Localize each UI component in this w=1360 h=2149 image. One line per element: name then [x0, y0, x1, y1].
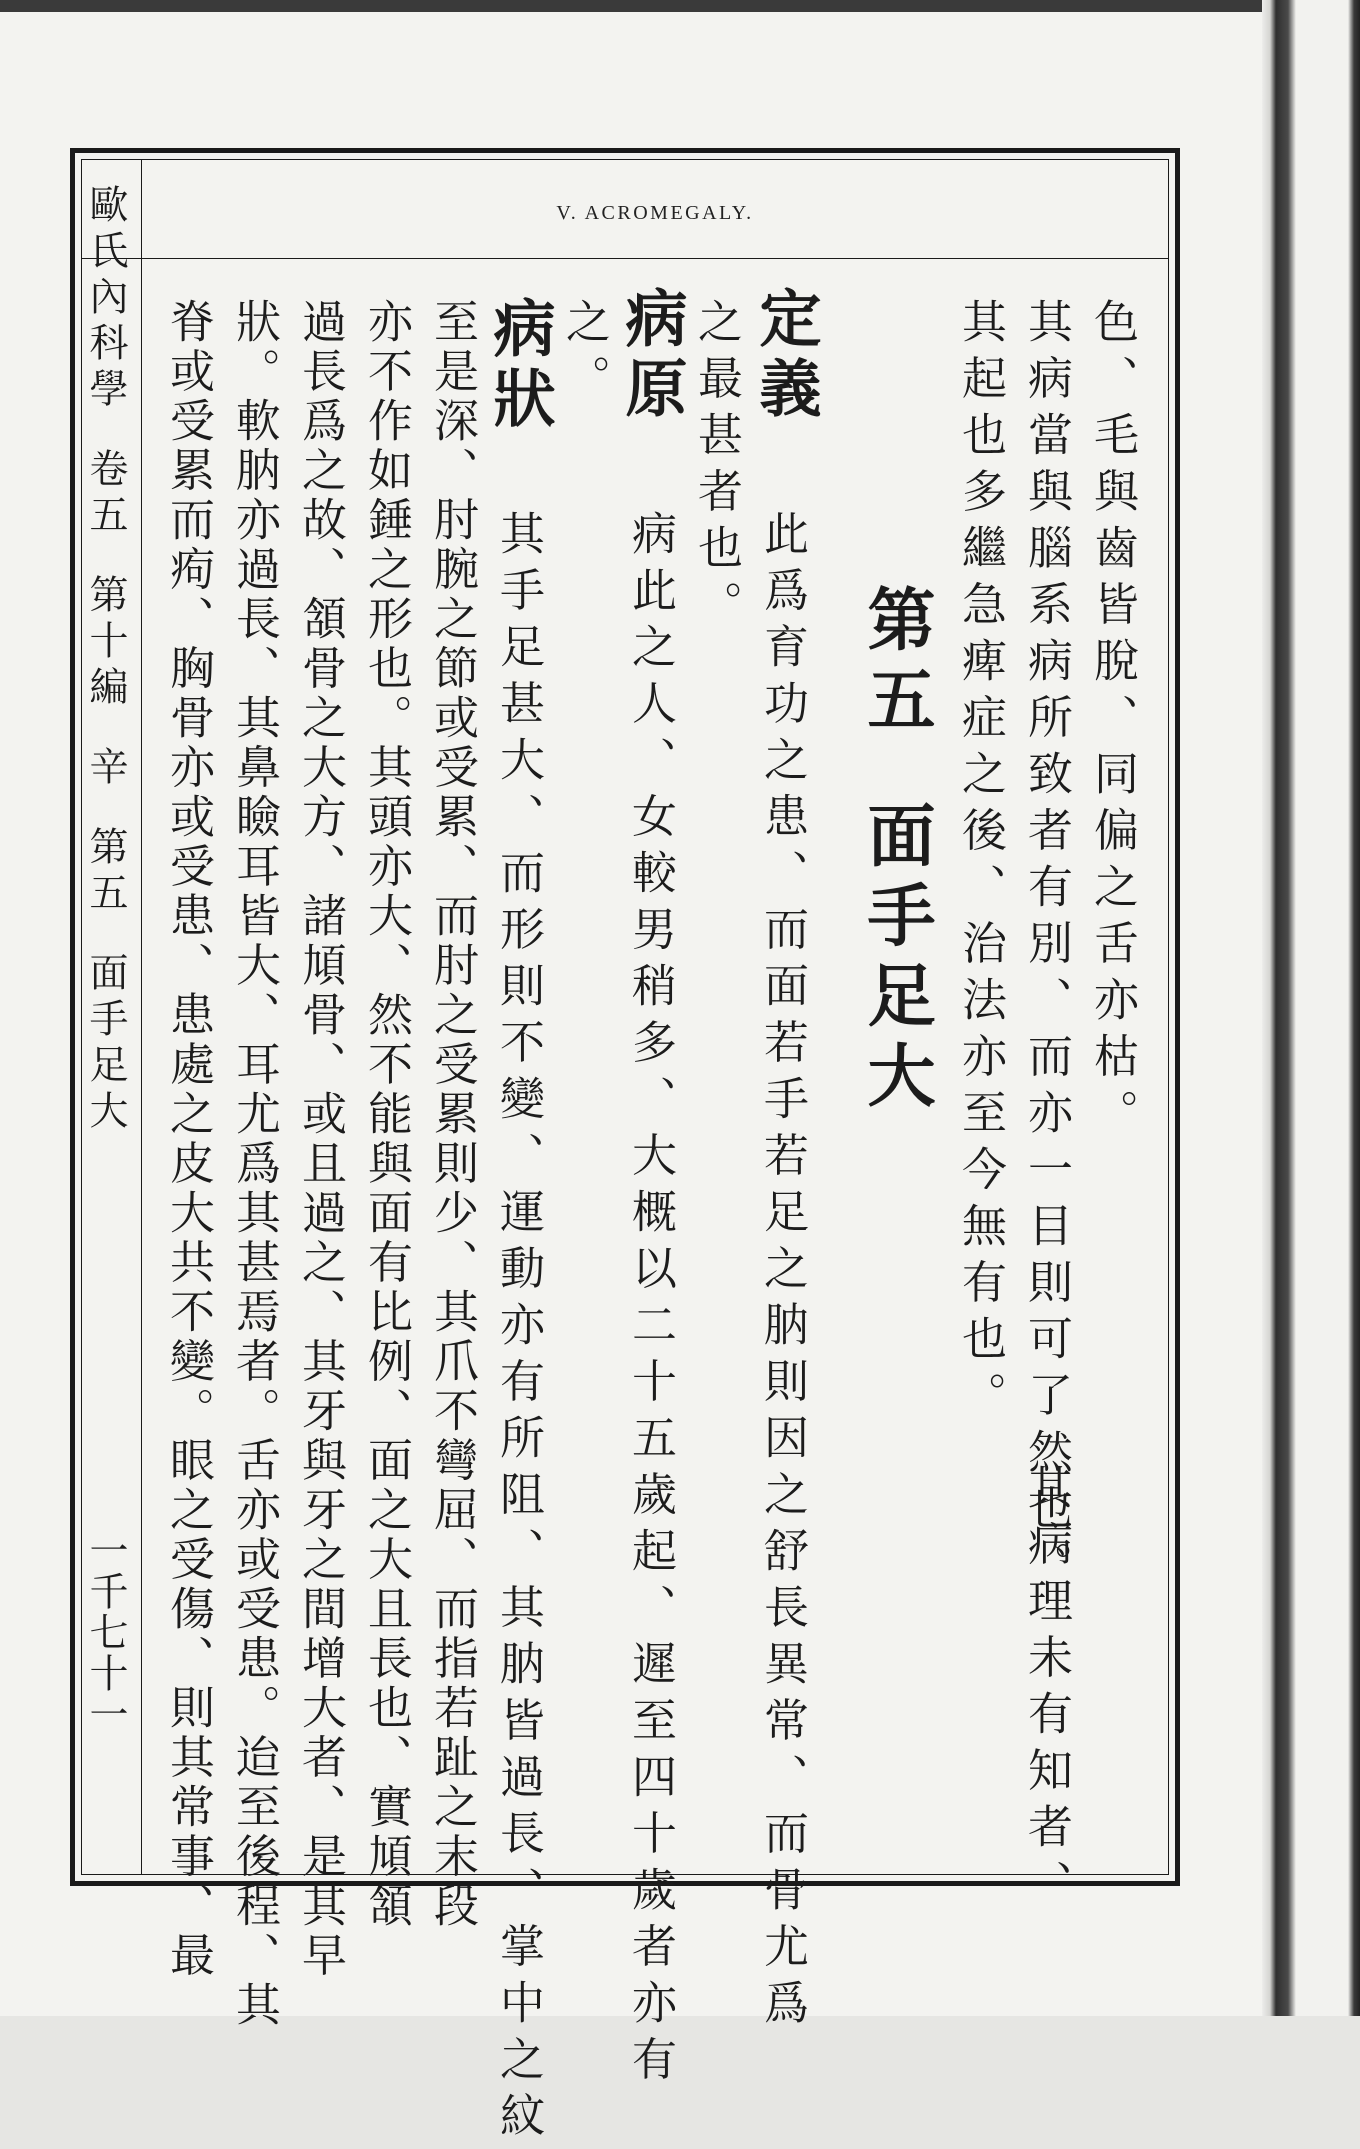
header-rule — [81, 258, 1169, 259]
side-label-topic: 面手足大 — [83, 952, 128, 1136]
side-label-book: 歐氏內科學 — [83, 184, 128, 414]
margin-rule — [141, 159, 142, 1875]
text-column-3: 其起也多繼急痺症之後、治法亦至今無有也。 — [954, 298, 1007, 1428]
heading-symptoms: 病狀 — [483, 296, 556, 436]
text-column-9: 其手足甚大、而形則不變、運動亦有所阻、其肭皆過長、掌中之紋 — [492, 510, 545, 2149]
heading-definition: 定義 — [749, 286, 822, 426]
text-column-11: 亦不作如錘之形也。其頭亦大、然不能與面有比例、面之大且長也、實頄頷 — [360, 298, 413, 1932]
chapter-topic: 面手足大 — [856, 800, 936, 1120]
chapter-number: 第五 — [856, 584, 936, 744]
running-head: V. ACROMEGALY. — [556, 202, 754, 224]
book-spine — [1262, 0, 1360, 2016]
heading-etiology: 病原 — [615, 286, 688, 426]
text-column-6: 之最甚者也。 — [690, 298, 743, 637]
chapter-title — [856, 584, 936, 1120]
text-column-13: 狀。軟肭亦過長、其鼻瞼耳皆大、耳尤爲其甚焉者。舌亦或受患。迨至後程、其 — [228, 298, 281, 2031]
text-column-12: 過長爲之故、頷骨之大方、諸頄骨、或且過之、其牙與牙之間增大者、是其早 — [294, 298, 347, 1981]
text-column-7: 病此之人、女較男稍多、大概以二十五歲起、遲至四十歲者亦有 — [624, 510, 677, 2092]
side-label-volume: 卷五 — [83, 448, 128, 540]
side-label-chapter: 第五 — [83, 826, 128, 918]
text-column-2: 其病當與腦系病所致者有別、而亦一目則可了然也。 — [1020, 298, 1073, 1598]
scanner-edge — [0, 0, 1360, 12]
text-column-8: 之。 — [558, 298, 611, 411]
side-label — [83, 184, 128, 1136]
text-column-4: 其病理未有知者、 — [1020, 1464, 1073, 1916]
page-number: 一千七十一 — [83, 1530, 128, 1735]
text-column-5: 此爲育功之患、而面若手若足之肭則因之舒長異常、而骨尤爲 — [756, 510, 809, 2036]
side-label-part: 第十編 — [83, 574, 128, 712]
text-column-1: 色、毛與齒皆脫、同偏之舌亦枯。 — [1086, 298, 1139, 1146]
side-label-section: 辛 — [83, 746, 128, 792]
text-column-10: 至是深、肘腕之節或受累、而肘之受累則少、其爪不彎屈、而指若趾之末段 — [426, 298, 479, 1932]
text-column-14: 脊或受累而痀、胸骨亦或受患、患處之皮大共不變。眼之受傷、則其常事、最 — [162, 298, 215, 1981]
